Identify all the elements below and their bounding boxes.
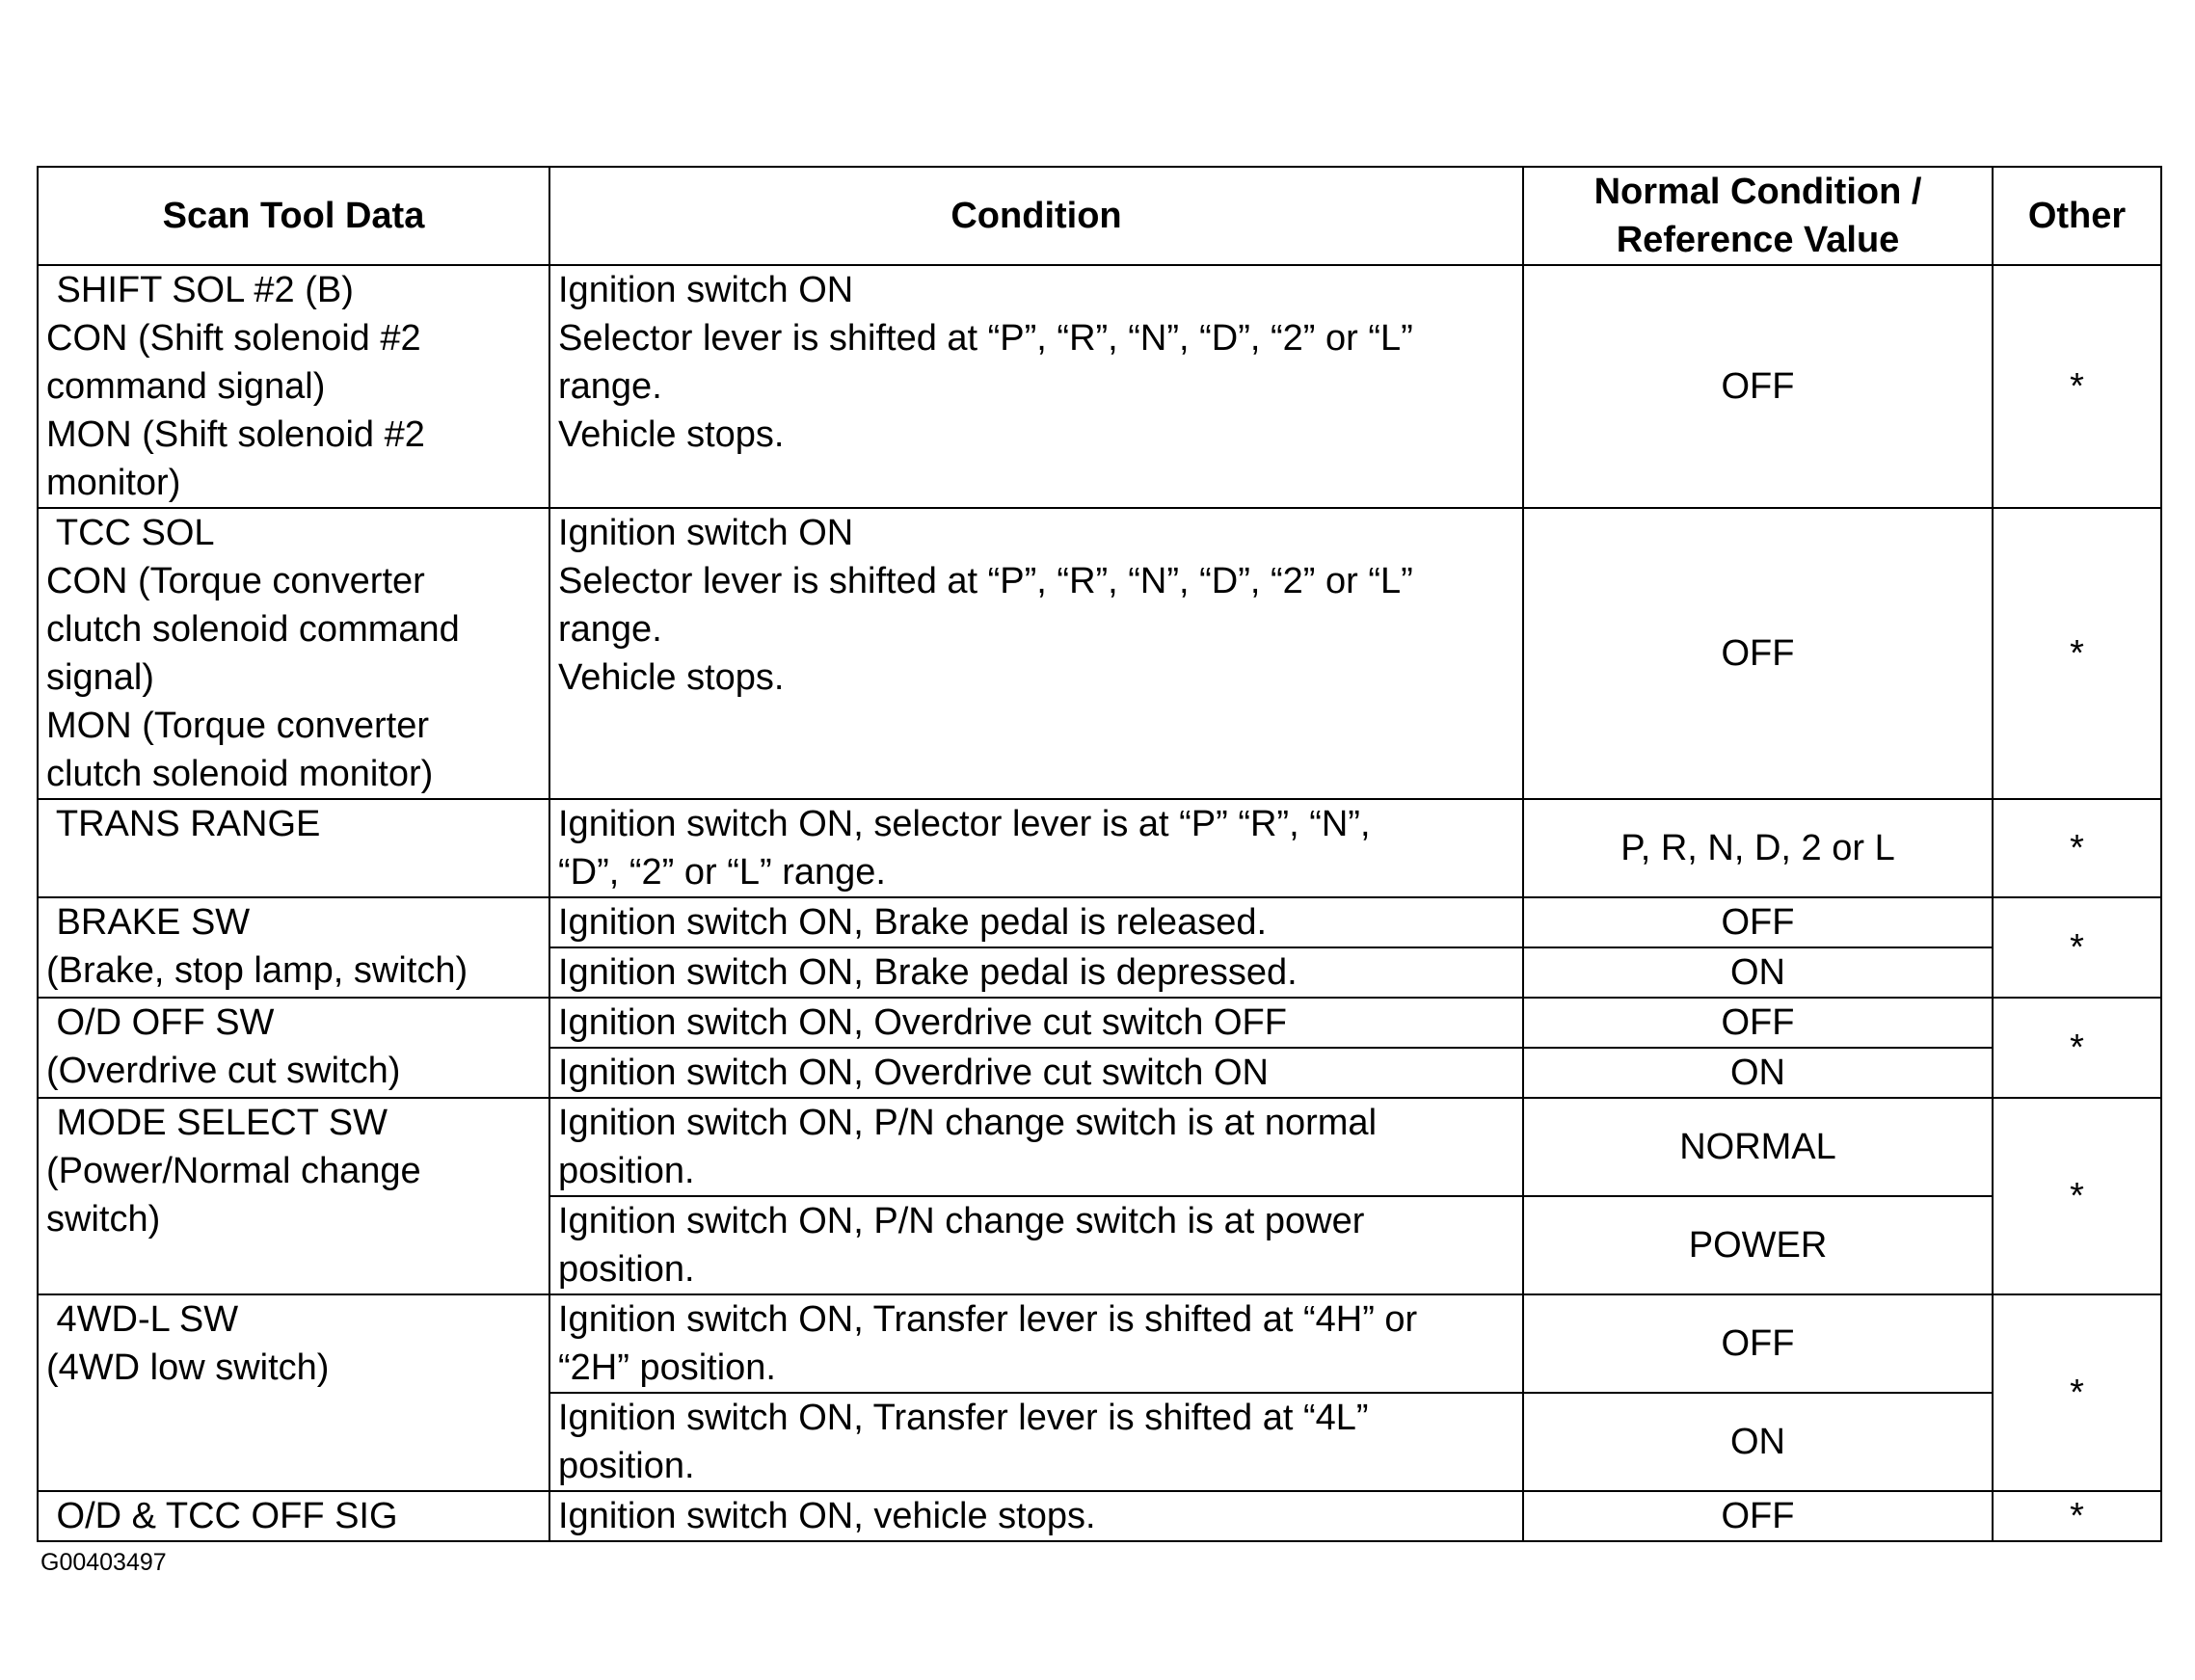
header-normal-condition (1523, 167, 1993, 265)
condition-line: “2H” position. (558, 1347, 776, 1388)
condition-cell (549, 1491, 1523, 1541)
reference-value-cell: OFF (1523, 897, 1993, 947)
condition-cell (549, 947, 1523, 998)
scan-item-cell (38, 1294, 549, 1491)
other-cell: * (1993, 1294, 2161, 1491)
condition-cell (549, 1196, 1523, 1294)
condition-cell (549, 897, 1523, 947)
scan-item-line: O/D OFF SW (46, 1002, 275, 1043)
scan-item-line: MODE SELECT SW (46, 1103, 388, 1143)
reference-value-cell: POWER (1523, 1196, 1993, 1294)
condition-line: position. (558, 1446, 695, 1486)
table-row (38, 508, 2161, 799)
table-row (38, 998, 2161, 1048)
scan-item-cell (38, 897, 549, 998)
condition-line: position. (558, 1151, 695, 1191)
condition-cell (549, 799, 1523, 897)
scan-item-line: TCC SOL (46, 513, 215, 553)
condition-line: Ignition switch ON, P/N change switch is at normal (558, 1103, 1378, 1143)
scan-item-line: MON (Shift solenoid #2 (46, 414, 425, 455)
condition-line: “D”, “2” or “L” range. (558, 852, 886, 893)
reference-value-cell: ON (1523, 1393, 1993, 1491)
table-row (38, 799, 2161, 897)
scan-item-line: monitor) (46, 463, 181, 503)
condition-line: Ignition switch ON (558, 270, 854, 310)
header-scan-tool-data: Scan Tool Data (38, 167, 549, 265)
reference-value-cell: ON (1523, 1048, 1993, 1098)
reference-value-cell: OFF (1523, 1491, 1993, 1541)
condition-line: Selector lever is shifted at “P”, “R”, “N”, “D”, “2” or “L” (558, 318, 1413, 359)
scan-item-line: CON (Shift solenoid #2 (46, 318, 421, 359)
reference-value-cell: OFF (1523, 508, 1993, 799)
condition-cell (549, 1098, 1523, 1196)
table-row (38, 1098, 2161, 1196)
scan-item-line: (Brake, stop lamp, switch) (46, 950, 468, 991)
other-cell: * (1993, 1491, 2161, 1541)
scan-item-cell (38, 799, 549, 897)
condition-line: Ignition switch ON, P/N change switch is at power (558, 1201, 1365, 1241)
condition-line: Ignition switch ON (558, 513, 854, 553)
other-cell: * (1993, 998, 2161, 1098)
scan-item-line: CON (Torque converter (46, 561, 425, 601)
condition-line: Ignition switch ON, selector lever is at “P” “R”, “N”, (558, 804, 1371, 844)
scan-item-line: O/D & TCC OFF SIG (46, 1496, 398, 1536)
other-cell: * (1993, 265, 2161, 508)
scan-item-cell (38, 1491, 549, 1541)
figure-code: G00403497 (40, 1549, 167, 1576)
scan-item-line: (4WD low switch) (46, 1347, 330, 1388)
scan-item-cell (38, 1098, 549, 1294)
condition-line: range. (558, 609, 662, 650)
condition-line: Ignition switch ON, Overdrive cut switch OFF (558, 1002, 1287, 1043)
scan-item-line: 4WD-L SW (46, 1299, 239, 1340)
reference-value-cell: ON (1523, 947, 1993, 998)
table-row (38, 1491, 2161, 1541)
scan-item-line: clutch solenoid monitor) (46, 754, 434, 794)
header-normal-line-2: Reference Value (1616, 220, 1900, 260)
reference-value-cell: OFF (1523, 265, 1993, 508)
scan-item-line: MON (Torque converter (46, 706, 430, 746)
condition-cell (549, 998, 1523, 1048)
condition-line: Vehicle stops. (558, 657, 785, 698)
header-other: Other (1993, 167, 2161, 265)
table-row (38, 1294, 2161, 1393)
header-normal-line-1: Normal Condition / (1593, 172, 1922, 212)
scan-item-line: switch) (46, 1199, 161, 1240)
scan-item-line: clutch solenoid command (46, 609, 460, 650)
header-row (38, 167, 2161, 265)
scan-item-line: command signal) (46, 366, 326, 407)
condition-line: Ignition switch ON, Brake pedal is depressed. (558, 952, 1298, 993)
scan-tool-data-table (37, 166, 2162, 1542)
condition-line: Ignition switch ON, Transfer lever is shifted at “4H” or (558, 1299, 1418, 1340)
table-row (38, 897, 2161, 947)
condition-line: range. (558, 366, 662, 407)
condition-line: Selector lever is shifted at “P”, “R”, “N”, “D”, “2” or “L” (558, 561, 1413, 601)
scan-item-line: (Power/Normal change (46, 1151, 421, 1191)
other-cell: * (1993, 897, 2161, 998)
condition-line: Ignition switch ON, vehicle stops. (558, 1496, 1096, 1536)
scan-item-line: signal) (46, 657, 154, 698)
condition-line: position. (558, 1249, 695, 1290)
condition-line: Ignition switch ON, Brake pedal is released. (558, 902, 1268, 943)
condition-line: Vehicle stops. (558, 414, 785, 455)
scan-item-line: TRANS RANGE (46, 804, 321, 844)
scan-item-line: BRAKE SW (46, 902, 251, 943)
scan-item-cell (38, 265, 549, 508)
table-body (38, 265, 2161, 1541)
reference-value-cell: P, R, N, D, 2 or L (1523, 799, 1993, 897)
condition-cell (549, 508, 1523, 799)
scan-item-cell (38, 508, 549, 799)
condition-cell (549, 1048, 1523, 1098)
reference-value-cell: OFF (1523, 1294, 1993, 1393)
header-condition: Condition (549, 167, 1523, 265)
reference-value-cell: OFF (1523, 998, 1993, 1048)
other-cell: * (1993, 508, 2161, 799)
other-cell: * (1993, 799, 2161, 897)
condition-line: Ignition switch ON, Overdrive cut switch ON (558, 1053, 1269, 1093)
reference-value-cell: NORMAL (1523, 1098, 1993, 1196)
scan-item-cell (38, 998, 549, 1098)
scan-item-line: SHIFT SOL #2 (B) (46, 270, 354, 310)
condition-cell (549, 1294, 1523, 1393)
condition-cell (549, 1393, 1523, 1491)
table-row (38, 265, 2161, 508)
other-cell: * (1993, 1098, 2161, 1294)
condition-cell (549, 265, 1523, 508)
condition-line: Ignition switch ON, Transfer lever is shifted at “4L” (558, 1398, 1369, 1438)
scan-item-line: (Overdrive cut switch) (46, 1051, 401, 1091)
